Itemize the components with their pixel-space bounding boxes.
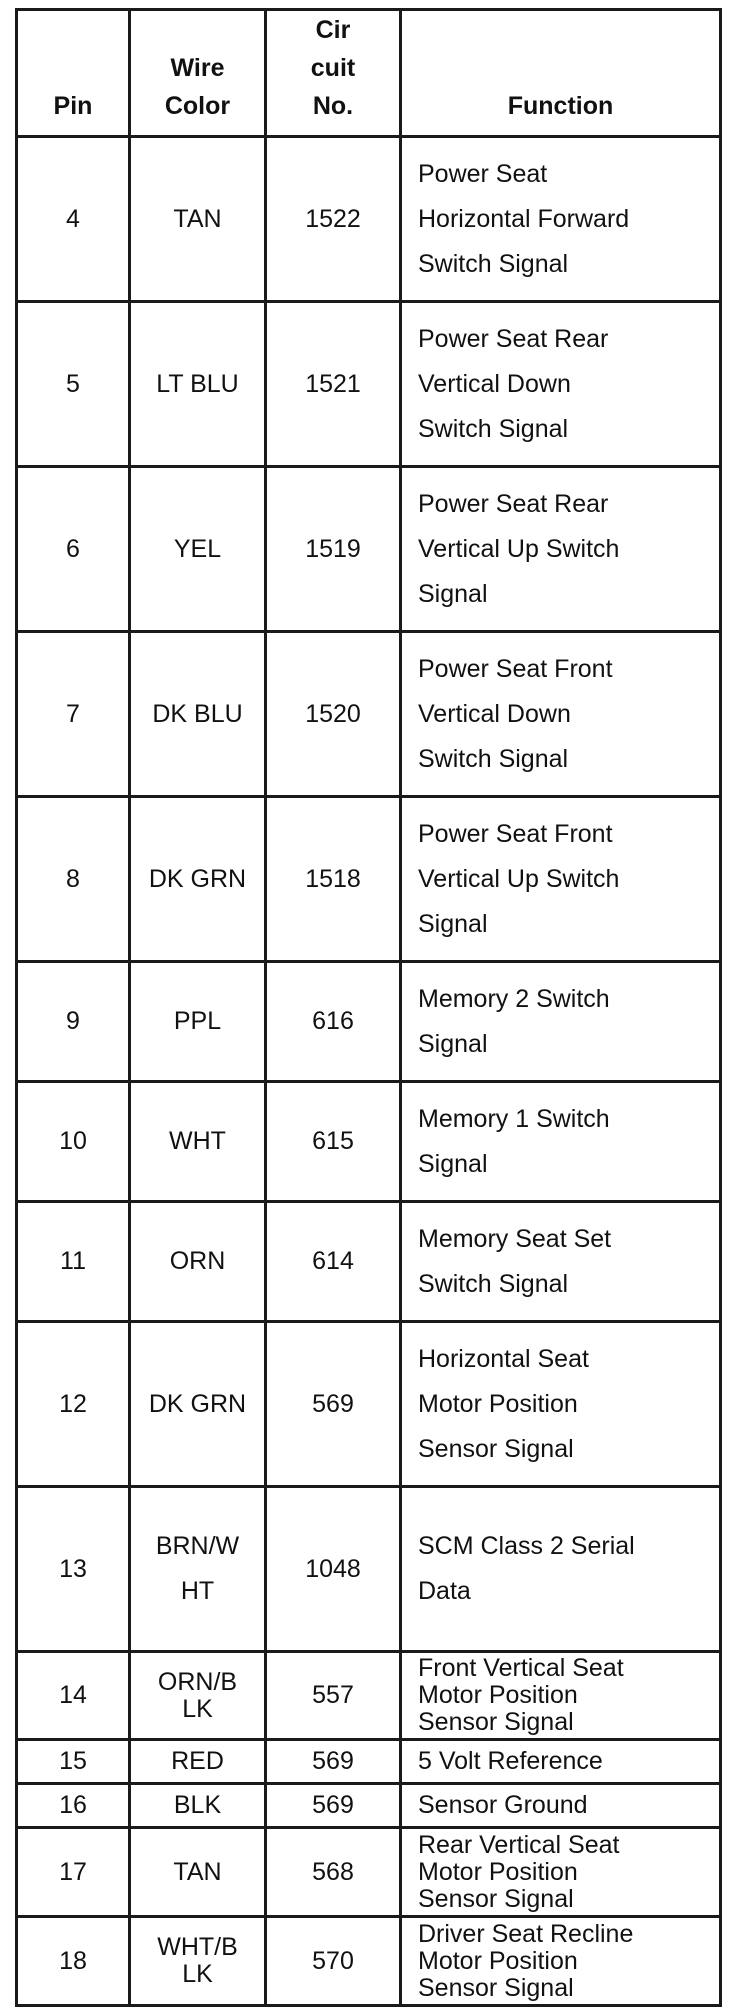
pin-cell: 12 <box>17 1322 130 1487</box>
function-cell: Memory 2 Switch Signal <box>401 962 721 1082</box>
table-row <box>17 1740 721 1784</box>
function-cell: Horizontal Seat Motor Position Sensor Signal <box>401 1322 721 1487</box>
wire-color-cell: WHT <box>130 1082 266 1202</box>
function-cell: Power Seat Front Vertical Down Switch Signal <box>401 632 721 797</box>
circuit-cell: 1519 <box>266 467 401 632</box>
wire-color-cell: RED <box>130 1740 266 1784</box>
wire-color-cell: ORN/B LK <box>130 1652 266 1740</box>
pin-cell: 11 <box>17 1202 130 1322</box>
pin-cell: 8 <box>17 797 130 962</box>
header-function: Function <box>401 10 721 137</box>
table-row <box>17 137 721 302</box>
function-cell: Sensor Ground <box>401 1784 721 1828</box>
table-row <box>17 1082 721 1202</box>
pin-cell: 4 <box>17 137 130 302</box>
pin-cell: 10 <box>17 1082 130 1202</box>
circuit-cell: 616 <box>266 962 401 1082</box>
circuit-cell: 570 <box>266 1917 401 2006</box>
pin-cell: 7 <box>17 632 130 797</box>
function-cell: Memory Seat Set Switch Signal <box>401 1202 721 1322</box>
table-row <box>17 1202 721 1322</box>
circuit-cell: 615 <box>266 1082 401 1202</box>
pin-cell: 13 <box>17 1487 130 1652</box>
table-row <box>17 302 721 467</box>
function-cell: 5 Volt Reference <box>401 1740 721 1784</box>
table-row <box>17 1652 721 1740</box>
wire-color-cell: BRN/W HT <box>130 1487 266 1652</box>
circuit-cell: 569 <box>266 1322 401 1487</box>
wire-color-cell: BLK <box>130 1784 266 1828</box>
function-cell: Memory 1 Switch Signal <box>401 1082 721 1202</box>
pin-cell: 14 <box>17 1652 130 1740</box>
circuit-cell: 614 <box>266 1202 401 1322</box>
pinout-table <box>15 8 722 2007</box>
wire-color-cell: WHT/B LK <box>130 1917 266 2006</box>
pin-cell: 6 <box>17 467 130 632</box>
pin-cell: 18 <box>17 1917 130 2006</box>
wire-color-cell: LT BLU <box>130 302 266 467</box>
table-row <box>17 962 721 1082</box>
circuit-cell: 1520 <box>266 632 401 797</box>
wire-color-cell: YEL <box>130 467 266 632</box>
circuit-cell: 1048 <box>266 1487 401 1652</box>
function-cell: Driver Seat Recline Motor Position Sensor Signal <box>401 1917 721 2006</box>
wire-color-cell: DK GRN <box>130 1322 266 1487</box>
function-cell: Rear Vertical Seat Motor Position Sensor Signal <box>401 1828 721 1917</box>
circuit-cell: 568 <box>266 1828 401 1917</box>
function-cell: Power Seat Front Vertical Up Switch Signal <box>401 797 721 962</box>
circuit-cell: 569 <box>266 1740 401 1784</box>
table-row <box>17 1322 721 1487</box>
function-cell: Power Seat Rear Vertical Down Switch Signal <box>401 302 721 467</box>
header-wire-color: Wire Color <box>130 10 266 137</box>
circuit-cell: 569 <box>266 1784 401 1828</box>
wire-color-cell: TAN <box>130 1828 266 1917</box>
circuit-cell: 557 <box>266 1652 401 1740</box>
header-row <box>17 10 721 137</box>
wire-color-cell: TAN <box>130 137 266 302</box>
table-row <box>17 1487 721 1652</box>
function-cell: Power Seat Rear Vertical Up Switch Signal <box>401 467 721 632</box>
circuit-cell: 1518 <box>266 797 401 962</box>
pin-cell: 16 <box>17 1784 130 1828</box>
wire-color-cell: DK GRN <box>130 797 266 962</box>
table-row <box>17 467 721 632</box>
pin-cell: 15 <box>17 1740 130 1784</box>
wire-color-cell: PPL <box>130 962 266 1082</box>
pin-cell: 9 <box>17 962 130 1082</box>
table-row <box>17 1828 721 1917</box>
pin-cell: 17 <box>17 1828 130 1917</box>
wire-color-cell: DK BLU <box>130 632 266 797</box>
wire-color-cell: ORN <box>130 1202 266 1322</box>
header-circuit-no: Cir cuit No. <box>266 10 401 137</box>
pin-cell: 5 <box>17 302 130 467</box>
function-cell: Power Seat Horizontal Forward Switch Signal <box>401 137 721 302</box>
table-row <box>17 1917 721 2006</box>
table-row <box>17 1784 721 1828</box>
circuit-cell: 1522 <box>266 137 401 302</box>
function-cell: SCM Class 2 Serial Data <box>401 1487 721 1652</box>
function-cell: Front Vertical Seat Motor Position Sensor Signal <box>401 1652 721 1740</box>
circuit-cell: 1521 <box>266 302 401 467</box>
table-row <box>17 797 721 962</box>
header-pin: Pin <box>17 10 130 137</box>
table-row <box>17 632 721 797</box>
